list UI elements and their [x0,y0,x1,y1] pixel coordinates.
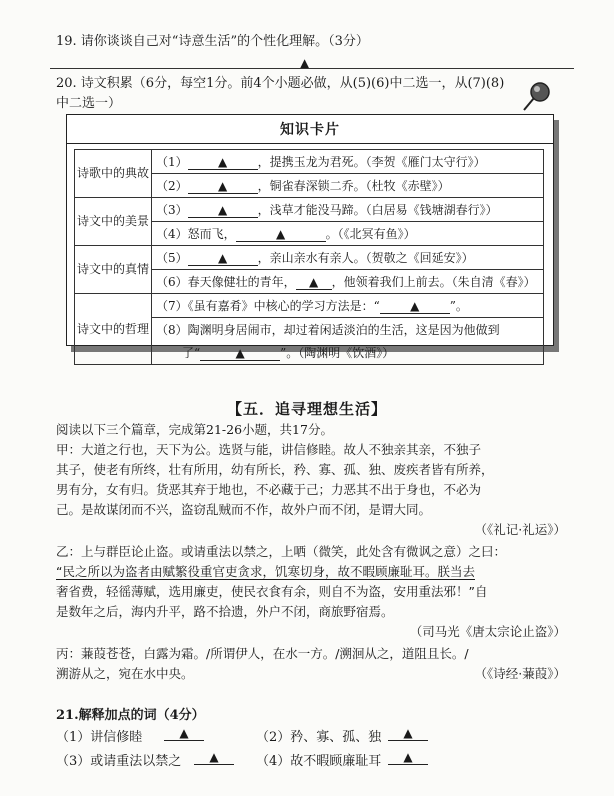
section-title: 【五．追寻理想生活】 [226,400,387,418]
table-cell: （3） ▲ ，浅草才能没马蹄。（白居易《钱塘湖春行》） [152,198,544,222]
passage-line: 乙：上与群臣论止盗。或请重法以禁之，上哂（微笑，此处含有微讽之意）之曰： [56,544,507,559]
answer-blank: ▲ [164,726,204,741]
answer-blank: ▲ [388,750,428,765]
table-cell: （1） ▲ ，提携玉龙为君死。（李贺《雁门太守行》） [152,150,544,174]
q21-item-label: （3）或请重法以禁之 [56,754,182,769]
passage-yi [56,542,576,642]
table-row [75,150,544,174]
q21-item-label: （2）矜、寡、孤、独 [256,730,382,745]
category-cell: 诗文中的哲理 [75,294,152,365]
passage-line: 甲：大道之行也，天下为公。选贤与能，讲信修睦。故人不独亲其亲，不独子 [56,442,482,457]
q21-item-label: （4）故不暇顾廉耻耳 [256,754,382,769]
table-cell: （4）怒而飞， ▲ 。（《北冥有鱼》） [152,222,544,246]
passage-intro [56,420,576,440]
answer-mark-19: ▲ [300,56,310,70]
answer-blank: ▲ [194,750,234,765]
passage-line: 奢省费，轻徭薄赋，选用廉吏，使民衣食有余，则自不为盗，安用重法邪！”自 [56,584,488,599]
category-cell: 诗文中的真情 [75,246,152,294]
passage-line: “民之所以为盗者由赋繁役重官吏贪求，饥寒切身，故不暇顾廉耻耳。朕当去 [56,564,475,579]
passage-source: （《礼记·礼运》） [474,522,566,537]
q21-item-label: （1）讲信修睦 [56,730,143,745]
passage-line: 男有分，女有归。货恶其弃于地也，不必藏于己；力恶其不出于身也，不必为 [56,482,482,497]
answer-rule [50,68,574,69]
passage-line: 丙：蒹葭苍苍，白露为霜。/所谓伊人，在水一方。/溯洄从之，道阻且长。/ [56,646,469,661]
knowledge-table [74,149,544,365]
answer-blank: ▲ [296,275,332,290]
question-20-line2: 中二选一） [56,96,122,111]
passage-bing [56,644,576,684]
question-20-line1: 20. 诗文积累（6分，每空1分。前4个小题必做，从(5)(6)中二选一，从(7)(8) [56,76,505,91]
passage-source: （《诗经·蒹葭》） [474,666,566,681]
passage-line: 己。是故谋闭而不兴，盗窃乱贼而不作，故外户而不闭，是谓大同。 [56,502,432,517]
passage-line: 溯游从之，宛在水中央。 [56,666,194,681]
table-row [75,294,544,318]
answer-blank: ▲ [188,179,258,194]
category-cell: 诗文中的美景 [75,198,152,246]
card-title-divider [67,143,553,144]
intro-text: 阅读以下三个篇章，完成第21-26小题，共17分。 [56,422,333,437]
knowledge-card [66,114,554,360]
table-cell: （2） ▲ ，铜雀春深锁二乔。（杜牧《赤壁》） [152,174,544,198]
question-21-title: 21.解释加点的词（4分） [56,708,205,723]
passage-line: 是数年之后，海内升平，路不拾遗，外户不闭，商旅野宿焉。 [56,604,394,619]
table-cell: （8）陶渊明身居闹市，却过着闲适淡泊的生活，这是因为他做到 [152,318,544,342]
table-cell: （6）春天像健壮的青年， ▲ ，他领着我们上前去。（朱自清《春》） [152,270,544,294]
answer-blank: ▲ [188,203,258,218]
table-cell: （5） ▲ ，亲山亲水有亲人。（贺敬之《回延安》） [152,246,544,270]
answer-blank: ▲ [388,726,428,741]
passage-source: （司马光《唐太宗论止盗》） [409,624,566,639]
answer-blank: ▲ [236,227,326,242]
table-cell: 了“ ▲ ”。（陶渊明《饮酒》） [152,341,544,365]
table-row [75,198,544,222]
answer-blank: ▲ [188,251,258,266]
push-pin-icon [518,78,554,114]
answer-blank: ▲ [200,346,280,361]
answer-blank: ▲ [188,155,258,170]
answer-blank: ▲ [380,299,450,314]
passage-jia [56,440,576,540]
passage-line: 其子，使老有所终，壮有所用，幼有所长，矜、寡、孤、独、废疾者皆有所养， [56,462,494,477]
category-cell: 诗歌中的典故 [75,150,152,198]
table-cell: （7）《虽有嘉肴》中核心的学习方法是：“ ▲ ”。 [152,294,544,318]
question-19: 19. 请你谈谈自己对“诗意生活”的个性化理解。（3分） [56,34,369,49]
table-row [75,246,544,270]
card-title: 知识卡片 [280,122,340,138]
